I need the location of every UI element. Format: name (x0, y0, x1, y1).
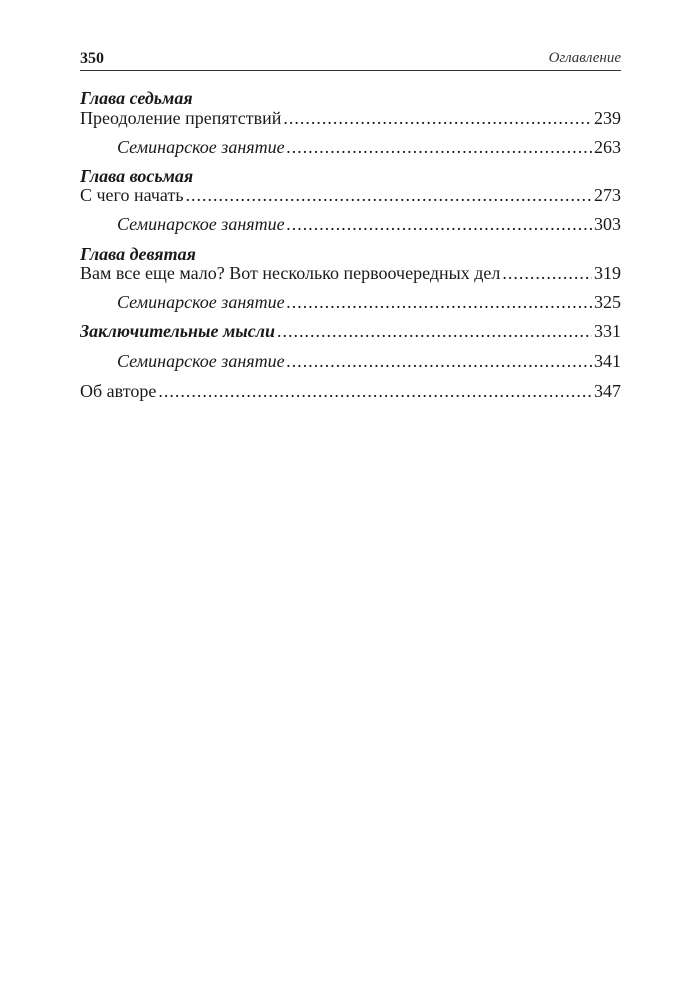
page-number: 350 (80, 50, 104, 67)
toc-title: Семинарское занятие (117, 214, 285, 234)
toc-page: 303 (594, 214, 621, 234)
dot-leader (186, 185, 592, 205)
toc-page: 347 (594, 381, 621, 401)
toc-title: Глава девятая (80, 244, 196, 264)
toc-title: С чего начать (80, 185, 184, 205)
toc-title: Заключительные мысли (80, 321, 276, 341)
page-header (80, 50, 621, 71)
toc-page: 239 (594, 108, 621, 128)
toc-title: Семинарское занятие (117, 292, 285, 312)
toc-entry (117, 351, 621, 371)
dot-leader (287, 137, 592, 157)
toc-title: Вам все еще мало? Вот несколько первоочередных дел (80, 263, 501, 283)
toc-title: Об авторе (80, 381, 157, 401)
chapter-heading (80, 244, 621, 264)
dot-leader (277, 321, 592, 341)
toc-title: Семинарское занятие (117, 351, 285, 371)
toc-page: 341 (594, 351, 621, 371)
toc-entry (80, 185, 621, 205)
toc-entry (80, 263, 621, 283)
toc-entry (80, 108, 621, 128)
toc-entry (117, 292, 621, 312)
chapter-heading (80, 166, 621, 186)
toc-page: 325 (594, 292, 621, 312)
toc-entry (80, 321, 621, 341)
toc-page: 273 (594, 185, 621, 205)
dot-leader (287, 292, 592, 312)
toc-entry (117, 137, 621, 157)
toc-title: Преодоление препятствий (80, 108, 282, 128)
toc-title: Глава восьмая (80, 166, 194, 186)
dot-leader (502, 263, 592, 283)
toc-page: 263 (594, 137, 621, 157)
dot-leader (283, 108, 592, 128)
toc-title: Глава седьмая (80, 88, 193, 108)
toc-page: 319 (594, 263, 621, 283)
toc-entry (80, 381, 621, 401)
toc-entry (117, 214, 621, 234)
chapter-heading (80, 88, 621, 108)
dot-leader (158, 381, 592, 401)
toc-title: Семинарское занятие (117, 137, 285, 157)
toc-page: 331 (594, 321, 621, 341)
running-title: Оглавление (548, 50, 621, 66)
dot-leader (287, 214, 592, 234)
dot-leader (287, 351, 592, 371)
